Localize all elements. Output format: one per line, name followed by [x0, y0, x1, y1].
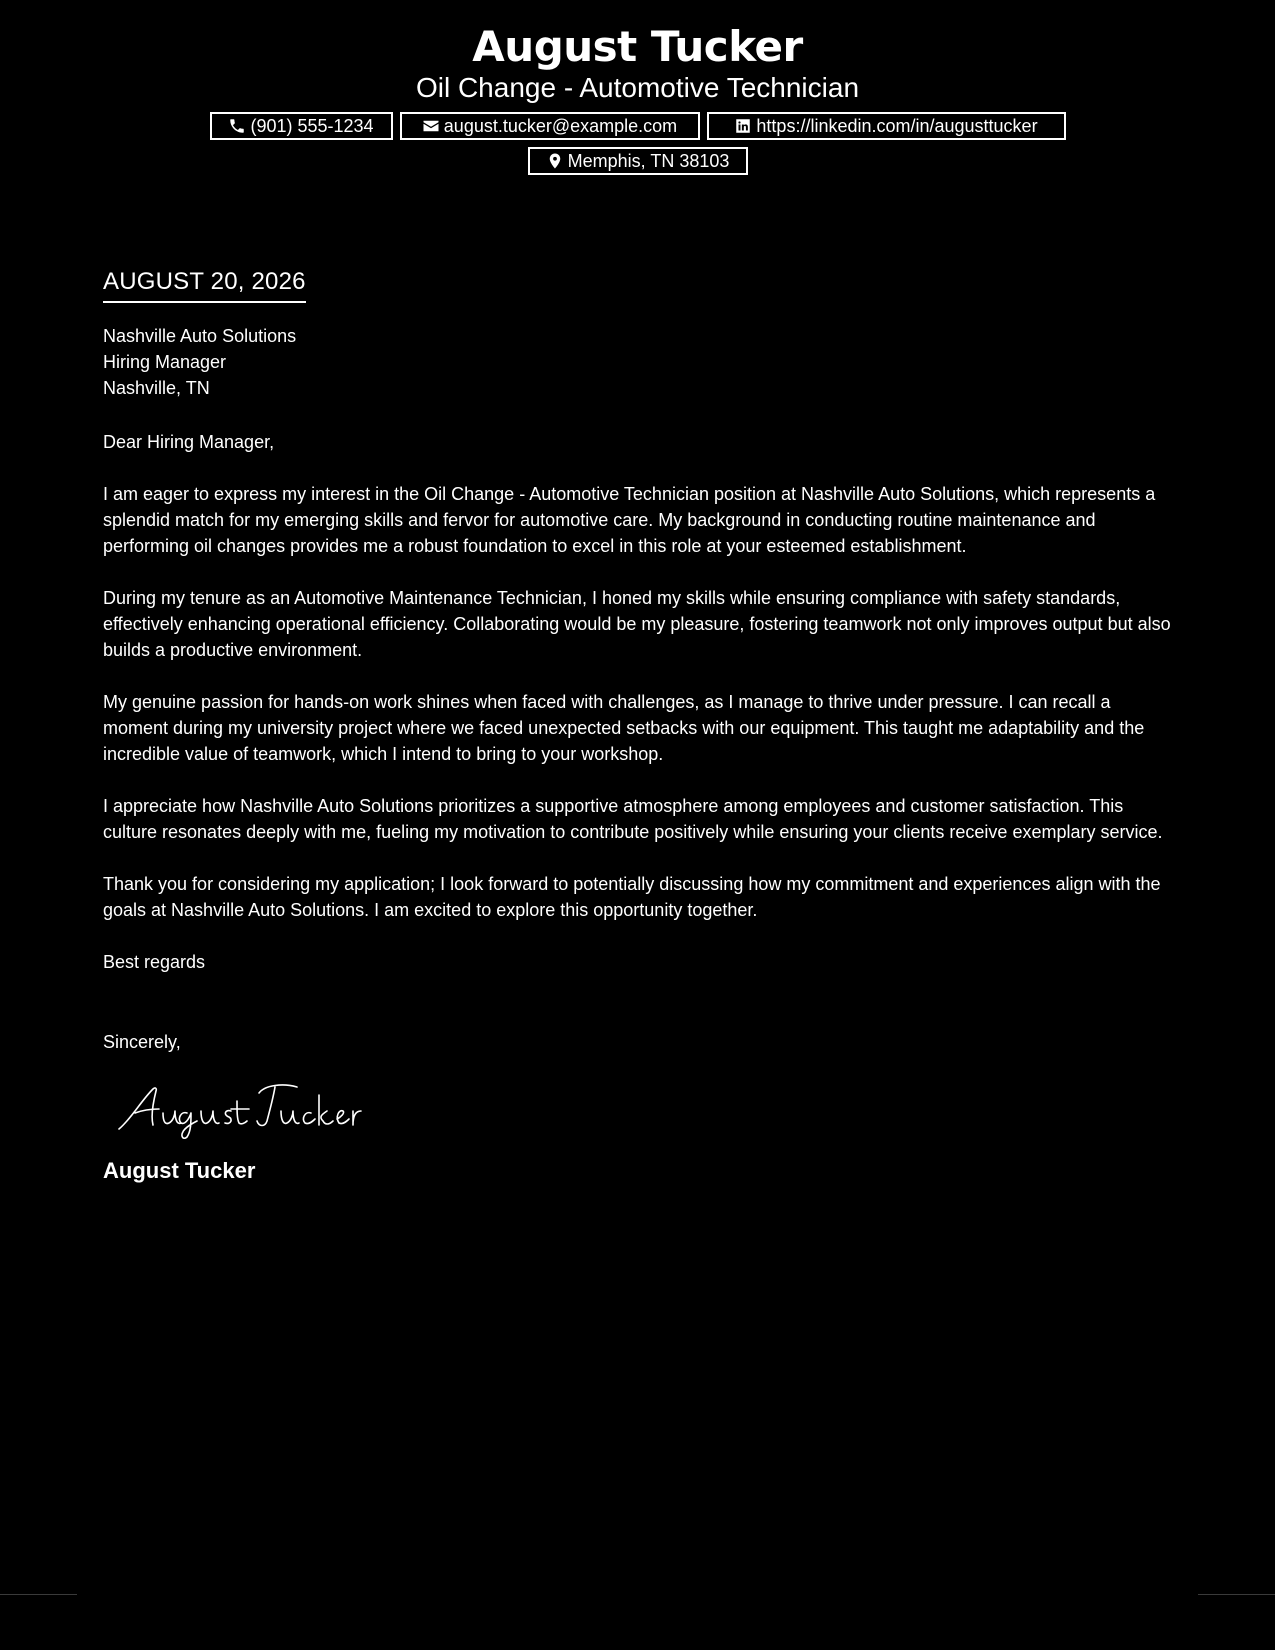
contact-email[interactable]: [400, 112, 700, 140]
linkedin-text: https://linkedin.com/in/augusttucker: [756, 115, 1038, 136]
phone-icon: [228, 117, 246, 135]
salutation: Dear Hiring Manager,: [103, 432, 275, 452]
recipient-block: [103, 323, 1178, 401]
recipient-location: Nashville, TN: [103, 378, 210, 398]
location-text: Memphis, TN 38103: [567, 150, 730, 171]
footer-divider-right: [1198, 1594, 1275, 1595]
contact-phone[interactable]: [210, 112, 393, 140]
signed-name: August Tucker: [103, 1158, 256, 1183]
map-marker-icon: [546, 152, 564, 170]
linkedin-icon: [734, 117, 752, 135]
recipient-role: Hiring Manager: [103, 352, 227, 372]
letter-body: [103, 266, 1178, 1185]
letter-date: AUGUST 20, 2026: [103, 266, 306, 303]
applicant-title: Oil Change - Automotive Technician: [415, 72, 860, 103]
recipient-company: Nashville Auto Solutions: [103, 326, 297, 346]
footer-divider-left: [0, 1594, 77, 1595]
envelope-icon: [422, 117, 440, 135]
contact-linkedin[interactable]: [707, 112, 1066, 140]
body-paragraph: I am eager to express my interest in the Oil Change - Automotive Technician position at Nashville Auto Solutions, which represents a splendid match for my emerging skills and fervor for automotive care. My background in conducting routine maintenance and performing oil changes provides me a robust foundation to excel in this role at your esteemed establishment.: [103, 484, 1156, 556]
closing: Best regards: [103, 952, 206, 972]
body-paragraph: I appreciate how Nashville Auto Solutions prioritizes a supportive atmosphere among employees and customer satisfaction. This culture resonates deeply with me, fueling my motivation to contribute positively while ensuring your clients receive exemplary service.: [103, 796, 1163, 842]
letter-header: [0, 22, 1275, 175]
contact-list: [198, 112, 1078, 175]
body-paragraph: My genuine passion for hands-on work shines when faced with challenges, as I manage to thrive under pressure. I can recall a moment during my university project where we faced unexpected setbacks with our equipment. This taught me adaptability and the incredible value of teamwork, which I intend to bring to your workshop.: [103, 692, 1145, 764]
handwritten-signature: [113, 1079, 1178, 1139]
signature-graphic: [113, 1079, 363, 1139]
applicant-name: August Tucker: [472, 22, 803, 71]
phone-text: (901) 555-1234: [250, 115, 374, 136]
email-text: august.tucker@example.com: [443, 115, 678, 136]
body-paragraph: During my tenure as an Automotive Maintenance Technician, I honed my skills while ensuring compliance with safety standards, effectively enhancing operational efficiency. Collaborating would be my pleasure, fostering teamwork not only improves output but also builds a productive environment.: [103, 588, 1171, 660]
contact-location: [528, 147, 748, 175]
sign-off: Sincerely,: [103, 1032, 181, 1052]
body-paragraph: Thank you for considering my application; I look forward to potentially discussing how my commitment and experiences align with the goals at Nashville Auto Solutions. I am excited to explore this opportunity together.: [103, 874, 1161, 920]
